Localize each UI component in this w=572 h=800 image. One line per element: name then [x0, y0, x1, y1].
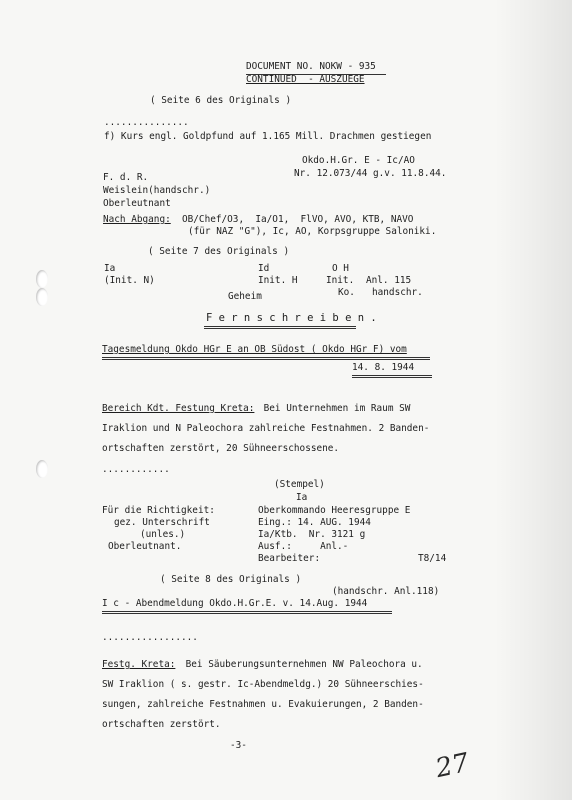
punch-hole-upper	[36, 288, 48, 306]
abendmeldung-underline	[102, 611, 392, 614]
init-2: Init.	[326, 275, 355, 286]
seite-6-note: ( Seite 6 des Originals )	[150, 95, 292, 106]
bereich-text-1: Bei Unternehmen im Raum SW	[258, 403, 411, 414]
stempel-ia: Ia	[296, 492, 308, 503]
richtigkeit-line-2: gez. Unterschrift	[114, 517, 210, 528]
richtigkeit-line-4: Oberleutnant.	[108, 541, 182, 552]
handwritten-page-number: 27	[433, 747, 472, 785]
nach-abgang-label: Nach Abgang:	[103, 214, 171, 225]
bereich-text-2: Iraklion und N Paleochora zahlreiche Festnahmen. 2 Banden-	[102, 423, 430, 434]
nach-abgang-recipients-1: OB/Chef/O3, Ia/O1, FlVO, AVO, KTB, NAVO	[182, 214, 414, 225]
geheim-label: Geheim	[228, 291, 262, 302]
stamp-line-3: Ia/Ktb. Nr. 3121 g	[258, 529, 366, 540]
stamp-line-2: Eing.: 14. AUG. 1944	[258, 517, 371, 528]
anl-115: Anl. 115	[366, 275, 412, 286]
page-fold-shadow	[494, 0, 572, 800]
festung-text-4: ortschaften zerstört.	[102, 719, 221, 730]
fdr-label: F. d. R.	[103, 172, 149, 183]
tagesmeldung-date: 14. 8. 1944	[352, 362, 415, 373]
anl-118-note: (handschr. Anl.118)	[332, 586, 440, 597]
line-f-goldpfund: f) Kurs engl. Goldpfund auf 1.165 Mill. Drachmen gestiegen	[104, 131, 432, 142]
punch-hole-lower	[36, 460, 48, 478]
date-underline	[352, 375, 432, 378]
page-number: -3-	[230, 740, 247, 751]
stamp-line-4: Ausf.: Anl.-	[258, 541, 349, 552]
id-label: Id	[258, 263, 270, 274]
stamp-line-1: Oberkommando Heeresgruppe E	[258, 505, 411, 516]
init-n: (Init. N)	[104, 275, 155, 286]
fernschreiben-underline	[204, 326, 356, 329]
ellipsis-3: .................	[102, 632, 198, 643]
richtigkeit-line-3: (unles.)	[140, 529, 186, 540]
document-number: DOCUMENT NO. NOKW - 935	[246, 61, 376, 72]
document-continued: CONTINUED - AUSZUEGE	[246, 74, 365, 85]
weislein-signature: Weislein(handschr.)	[103, 185, 211, 196]
init-h: Init. H	[258, 275, 298, 286]
festung-kreta-label: Festg. Kreta:	[102, 659, 176, 670]
abendmeldung-heading: I c - Abendmeldung Okdo.H.Gr.E. v. 14.Aug. 1944	[102, 598, 368, 609]
handschr-note-1: handschr.	[372, 287, 423, 298]
ellipsis-1: ...............	[104, 117, 189, 128]
punch-hole-top	[36, 270, 48, 288]
bereich-text-3: ortschaften zerstört, 20 Sühneerschossene.	[102, 443, 340, 454]
stamp-bearbeiter-initials: T8/14	[418, 553, 447, 564]
seite-8-note: ( Seite 8 des Originals )	[160, 574, 302, 585]
stamp-line-5: Bearbeiter:	[258, 553, 321, 564]
oh-label: O H	[332, 263, 349, 274]
tagesmeldung-underline	[102, 357, 430, 360]
tagesmeldung-heading: Tagesmeldung Okdo HGr E an OB Südost ( Okdo HGr F) vom	[102, 344, 407, 355]
nach-abgang-recipients-2: (für NAZ "G"), Ic, AO, Korpsgruppe Saloniki.	[188, 226, 437, 237]
oberleutnant-title: Oberleutnant	[103, 198, 171, 209]
festung-text-3: sungen, zahlreiche Festnahmen u. Evakuierungen, 2 Banden-	[102, 699, 424, 710]
seite-7-note: ( Seite 7 des Originals )	[148, 246, 290, 257]
festung-text-2: SW Iraklion ( s. gestr. Ic-Abendmeldg.) 20 Sühneerschies-	[102, 679, 424, 690]
okdo-reference-2: Nr. 12.073/44 g.v. 11.8.44.	[294, 168, 447, 179]
festung-text-1: Bei Säuberungsunternehmen NW Paleochora u.	[180, 659, 423, 670]
bereich-label: Bereich Kdt. Festung Kreta:	[102, 403, 255, 414]
stempel-label: (Stempel)	[274, 479, 325, 490]
richtigkeit-line-1: Für die Richtigkeit:	[102, 505, 215, 516]
okdo-reference-1: Okdo.H.Gr. E - Ic/AO	[302, 155, 415, 166]
ellipsis-2: ............	[102, 464, 170, 475]
ko-initial: Ko.	[338, 287, 355, 298]
ia-label: Ia	[104, 263, 116, 274]
fernschreiben-title: F e r n s c h r e i b e n .	[206, 312, 377, 324]
